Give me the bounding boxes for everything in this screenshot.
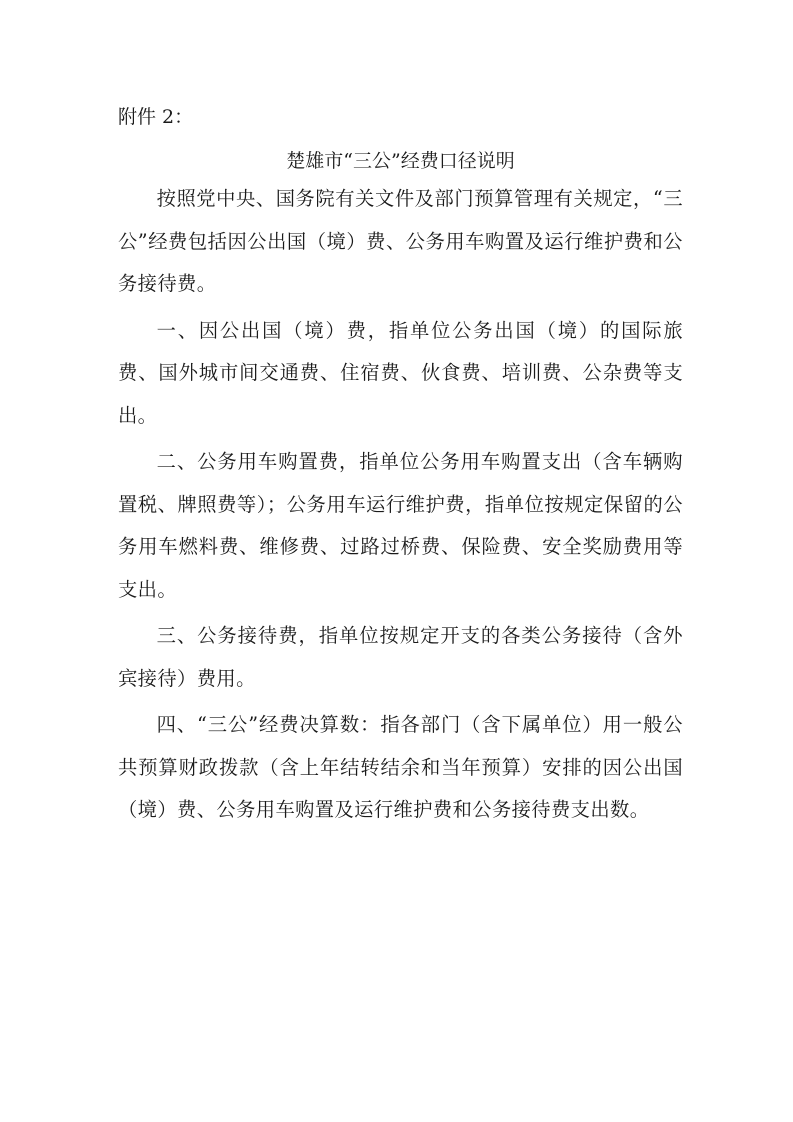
paragraph-intro: 按照党中央、国务院有关文件及部门预算管理有关规定，“三公”经费包括因公出国（境）费、公务用车购置及运行维护费和公务接待费。 [118,187,683,295]
document-body [118,100,683,832]
document-title: 楚雄市“三公”经费口径说明 [286,150,515,172]
paragraph-official-reception: 三、公务接待费，指单位按规定开支的各类公务接待（含外宾接待）费用。 [118,624,683,690]
annex-label: 附件 2： [118,106,194,128]
paragraph-final-accounts: 四、“三公”经费决算数：指各部门（含下属单位）用一般公共预算财政拨款（含上年结转结余和当年预算）安排的因公出国（境）费、公务用车购置及运行维护费和公务接待费支出数。 [118,713,683,821]
paragraph-overseas-travel: 一、因公出国（境）费，指单位公务出国（境）的国际旅费、国外城市间交通费、住宿费、伙食费、培训费、公杂费等支出。 [118,318,683,427]
paragraph-official-vehicles: 二、公务用车购置费，指单位公务用车购置支出（含车辆购置税、牌照费等）；公务用车运行维护费，指单位按规定保留的公务用车燃料费、维修费、过路过桥费、保险费、安全奖励费用等支出。 [118,450,683,601]
